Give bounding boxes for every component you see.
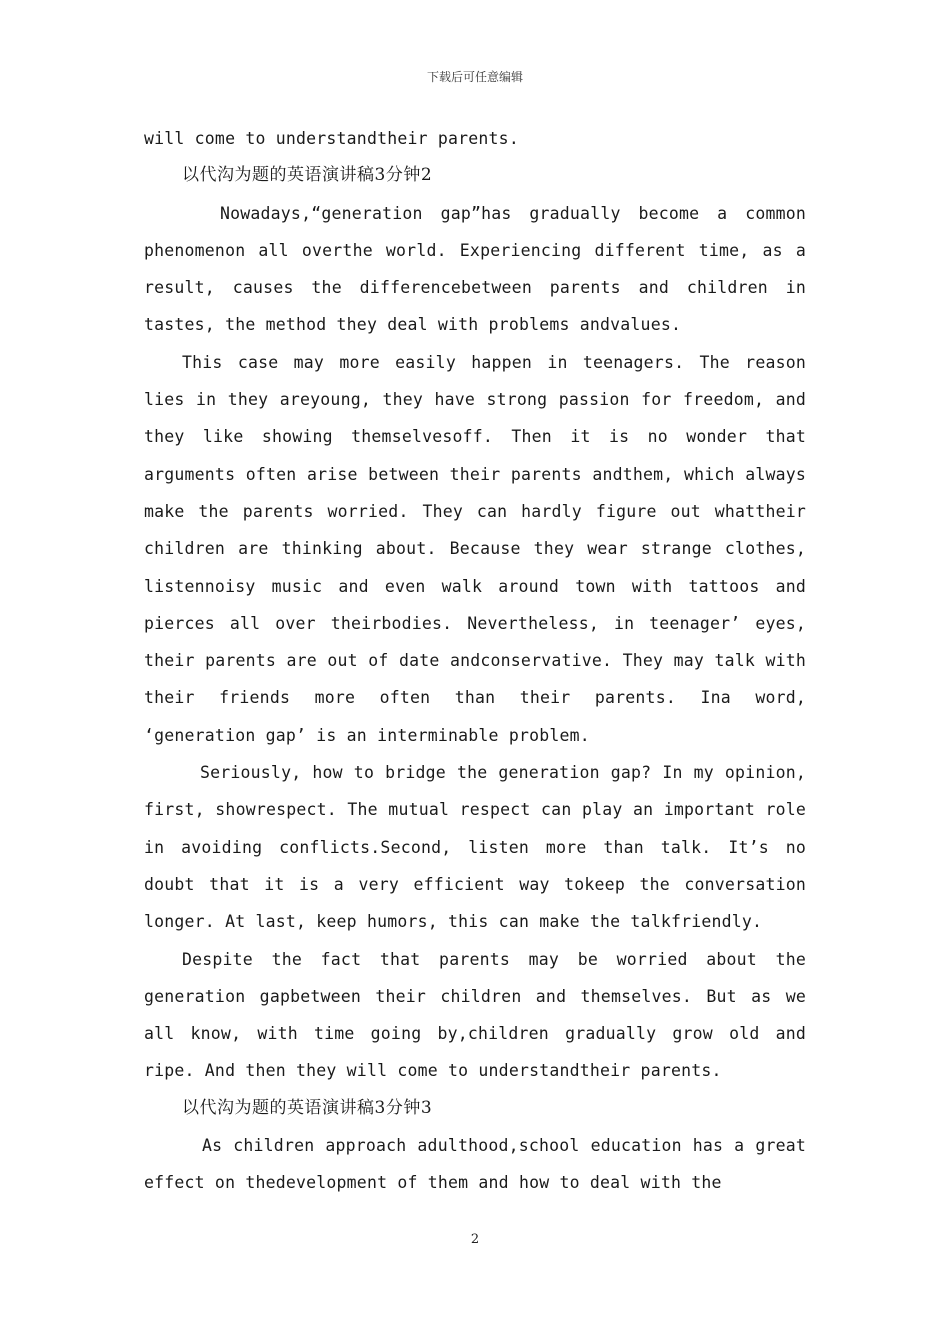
section-heading-2: 以代沟为题的英语演讲稿3分钟2 xyxy=(182,165,433,186)
paragraph-conclusion: Despite the fact that parents may be worried about the generation gapbetween their children and themselves. But as we all know, with time going by,children gradually grow old and ripe. And then they will come to understandtheir parents. xyxy=(144,949,806,1081)
paragraph-intro: Nowadays,“generation gap”has gradually become a common phenomenon all overthe world. Experiencing different time, as a result, causes the differencebetween parents and children in tastes, the method they deal with problems andvalues. xyxy=(144,203,806,335)
section-heading-3: 以代沟为题的英语演讲稿3分钟3 xyxy=(182,1097,433,1118)
paragraph-teenagers: This case may more easily happen in teenagers. The reason lies in they areyoung, they have strong passion for freedom, and they like showing themselvesoff. Then it is no wonder that arguments often arise between their parents andthem, which always make the parents worried. They can hardly figure out whattheir children are thinking about. Because they wear strange clothes, listennoisy music and even walk around town with tattoos and pierces all over theirbodies. Nevertheless, in teenager’ eyes, their parents are out of date andconservative. They may talk with their friends more often than their parents. Ina word, ‘generation gap’ is an interminable problem. xyxy=(144,352,806,745)
paragraph-solutions: Seriously, how to bridge the generation gap? In my opinion, first, showrespect. The mutual respect can play an important role in avoiding conflicts.Second, listen more than talk. It’s no doubt that it is a very efficient way tokeep the conversation longer. At last, keep humors, this can make the talkfriendly. xyxy=(144,763,806,932)
paragraph-continuation: will come to understandtheir parents. xyxy=(144,129,519,148)
page-number: 2 xyxy=(470,1232,480,1247)
page-header: 下载后可任意编辑 xyxy=(426,70,523,84)
document-body xyxy=(144,120,806,1202)
paragraph-school-education: As children approach adulthood,school education has a great effect on thedevelopment of them and how to deal with the xyxy=(144,1136,806,1193)
